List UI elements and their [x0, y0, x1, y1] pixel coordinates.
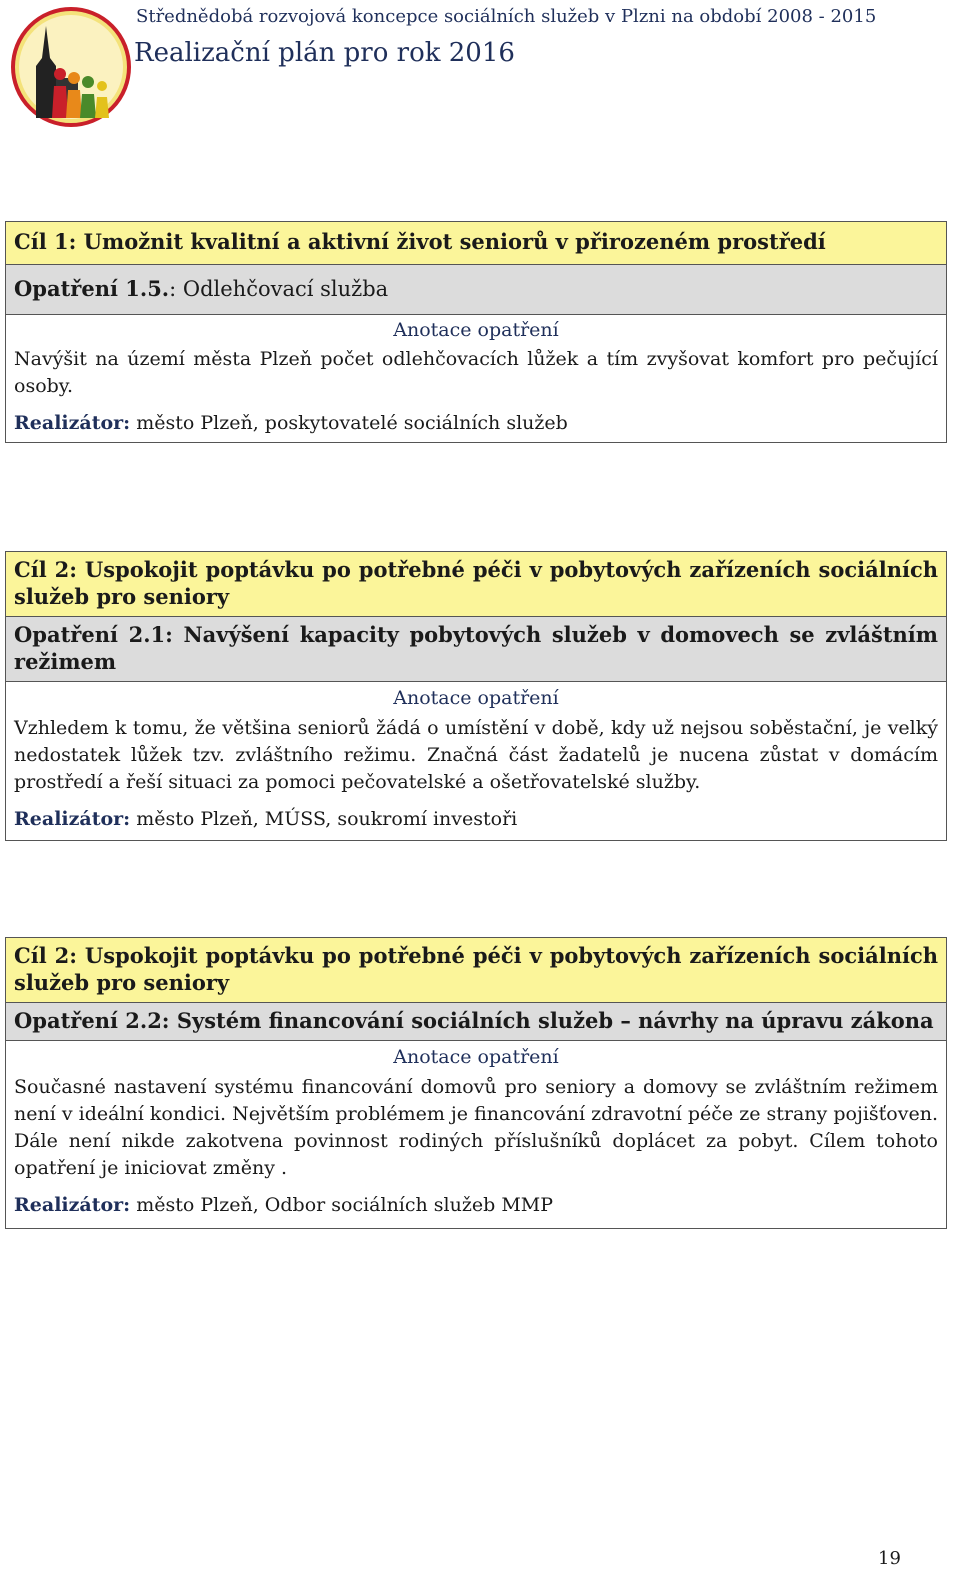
implementer-label: Realizátor: — [14, 412, 131, 434]
annotation-text: Vzhledem k tomu, že většina seniorů žádá o umístění v době, kdy už nejsou soběstační, je velký nedostatek lůžek tzv. zvláštního režimu. Značná část žadatelů je nucena zůstat v domácím prostředí a řeší situaci za pomoci pečovatelské a ošetřovatelské služby. — [14, 717, 938, 793]
goal-heading: Cíl 2: Uspokojit poptávku po potřebné péči v pobytových zařízeních sociálních služeb pro seniory — [6, 552, 946, 616]
measure-heading: Opatření 2.2: Systém financování sociálních služeb – návrhy na úpravu zákona — [6, 1002, 946, 1040]
implementer-value: město Plzeň, MÚSS, soukromí investoři — [130, 808, 518, 830]
annotation-text: Současné nastavení systému financování domovů pro seniory a domovy se zvláštním režimem není v ideální kondici. Největším problémem je financování zdravotní péče ze strany pojišťoven. Dále není nikde zakotvena povinnost rodiných příslušníků doplácet za pobyt. Cílem tohoto opatření je iniciovat změny . — [14, 1076, 938, 1179]
goal-heading: Cíl 2: Uspokojit poptávku po potřebné péči v pobytových zařízeních sociálních služeb pro seniory — [6, 938, 946, 1002]
goal-block-1 — [5, 221, 947, 443]
document-subtitle: Realizační plán pro rok 2016 — [134, 38, 515, 68]
implementer-line — [14, 1192, 938, 1225]
implementer-value: město Plzeň, poskytovatelé sociálních služeb — [130, 412, 568, 434]
implementer-line — [14, 410, 938, 439]
annotation-label: Anotace opatření — [393, 1046, 559, 1068]
plzen-social-services-logo — [8, 6, 134, 128]
measure-title: : Odlehčovací služba — [169, 277, 389, 301]
implementer-value: město Plzeň, Odbor sociálních služeb MMP — [130, 1194, 554, 1216]
goal-heading: Cíl 1: Umožnit kvalitní a aktivní život seniorů v přirozeném prostředí — [6, 222, 946, 264]
implementer-label: Realizátor: — [14, 808, 131, 830]
annotation-section — [6, 681, 946, 840]
measure-heading — [6, 264, 946, 314]
annotation-section — [6, 1040, 946, 1228]
measure-heading: Opatření 2.1: Navýšení kapacity pobytových služeb v domovech se zvláštním režimem — [6, 616, 946, 681]
goal-block-3 — [5, 937, 947, 1229]
implementer-label: Realizátor: — [14, 1194, 131, 1216]
annotation-label: Anotace opatření — [393, 319, 559, 341]
annotation-label: Anotace opatření — [393, 687, 559, 709]
annotation-section — [6, 314, 946, 442]
annotation-text: Navýšit na území města Plzeň počet odlehčovacích lůžek a tím zvyšovat komfort pro pečující osoby. — [14, 348, 938, 397]
measure-number: Opatření 1.5. — [14, 276, 170, 301]
implementer-line — [14, 806, 938, 837]
goal-block-2 — [5, 551, 947, 841]
document-series-title: Střednědobá rozvojová koncepce sociálních služeb v Plzni na období 2008 - 2015 — [136, 6, 877, 27]
page-number: 19 — [878, 1548, 901, 1569]
